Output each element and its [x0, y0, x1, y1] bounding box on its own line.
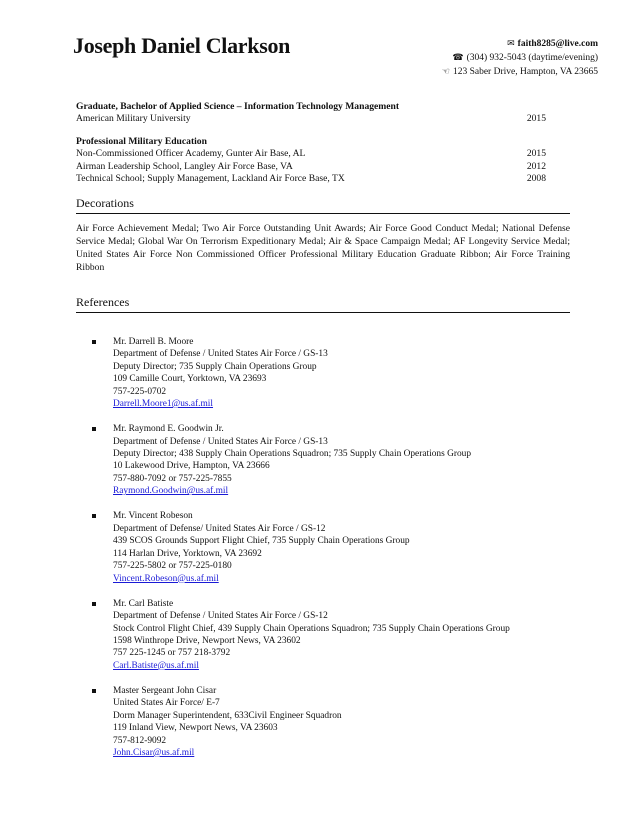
reference-role: Stock Control Flight Chief, 439 Supply Chain Operations Squadron; 735 Supply Chain Operations Group: [113, 623, 510, 634]
reference-address: 10 Lakewood Drive, Hampton, VA 23666: [113, 461, 270, 472]
reference-item: [92, 510, 572, 584]
reference-email-link[interactable]: Vincent.Robeson@us.af.mil: [113, 573, 219, 584]
reference-address: 1598 Winthrope Drive, Newport News, VA 23602: [113, 635, 301, 646]
school-year: 2015: [526, 113, 546, 125]
pme-year: 2008: [526, 173, 546, 185]
reference-email-link[interactable]: Darrell.Moore1@us.af.mil: [113, 399, 214, 410]
reference-phone: 757-225-0702: [113, 386, 167, 397]
reference-org: Department of Defense / United States Air Force / GS-13: [113, 349, 328, 360]
contact-block: [442, 37, 598, 79]
pme-row: [76, 148, 570, 160]
reference-email-link[interactable]: Carl.Batiste@us.af.mil: [113, 660, 199, 671]
reference-item: [92, 598, 572, 672]
reference-org: Department of Defense / United States Air Force / GS-13: [113, 436, 328, 447]
contact-email[interactable]: faith8285@live.com: [517, 39, 598, 49]
school-row: [76, 113, 570, 125]
pme-title: Professional Military Education: [76, 135, 207, 147]
pme-year: 2012: [526, 160, 546, 172]
references-heading: References: [76, 295, 570, 313]
references-list: [92, 336, 572, 772]
contact-phone: (304) 932-5043 (daytime/evening): [466, 53, 598, 63]
reference-email-link[interactable]: Raymond.Goodwin@us.af.mil: [113, 486, 229, 497]
pme-name: Technical School; Supply Management, Lackland Air Force Base, TX: [76, 173, 345, 185]
reference-phone: 757 225-1245 or 757 218-3792: [113, 648, 231, 659]
reference-role: Dorm Manager Superintendent, 633Civil Engineer Squadron: [113, 710, 342, 721]
bullet-icon: [92, 427, 96, 431]
reference-role: 439 SCOS Grounds Support Flight Chief, 735 Supply Chain Operations Group: [113, 536, 410, 547]
reference-name: Master Sergeant John Cisar: [113, 685, 217, 696]
pointing-hand-icon: ☜: [441, 66, 450, 76]
envelope-icon: ✉: [507, 38, 515, 48]
pme-name: Airman Leadership School, Langley Air Force Base, VA: [76, 160, 293, 172]
decorations-heading: Decorations: [76, 196, 570, 214]
reference-phone: 757-880-7092 or 757-225-7855: [113, 473, 232, 484]
bullet-icon: [92, 602, 96, 606]
reference-name: Mr. Vincent Robeson: [113, 511, 193, 522]
reference-item: [92, 336, 572, 410]
bullet-icon: [92, 340, 96, 344]
bullet-icon: [92, 514, 96, 518]
pme-row: [76, 161, 570, 173]
reference-role: Deputy Director; 438 Supply Chain Operations Squadron; 735 Supply Chain Operations Group: [113, 449, 472, 460]
reference-role: Deputy Director; 735 Supply Chain Operations Group: [113, 361, 317, 372]
education-section: [76, 101, 570, 185]
pme-row: [76, 173, 570, 185]
reference-org: United States Air Force/ E-7: [113, 698, 220, 709]
reference-email-link[interactable]: John.Cisar@us.af.mil: [113, 747, 195, 758]
decorations-text: Air Force Achievement Medal; Two Air Force Outstanding Unit Awards; Air Force Good Conduct Medal; National Defense Service Medal; Global War On Terrorism Expeditionary Medal; Air & Space Campaign Medal; AF Longevity Service Medal; United States Air Force Non Commissioned Officer Professional Military Education Graduate Ribbon; Air Force Training Ribbon: [76, 223, 570, 273]
reference-item: [92, 423, 572, 497]
phone-icon: ☎: [452, 52, 464, 62]
reference-address: 119 Inland View, Newport News, VA 23603: [113, 723, 278, 734]
reference-org: Department of Defense/ United States Air Force / GS-12: [113, 523, 326, 534]
candidate-name: Joseph Daniel Clarkson: [73, 33, 291, 58]
pme-year: 2015: [526, 148, 546, 160]
reference-address: 114 Harlan Drive, Yorktown, VA 23692: [113, 548, 262, 559]
pme-name: Non-Commissioned Officer Academy, Gunter Air Base, AL: [76, 148, 306, 160]
contact-address: 123 Saber Drive, Hampton, VA 23665: [452, 67, 598, 77]
reference-org: Department of Defense / United States Air Force / GS-12: [113, 611, 328, 622]
degree-line: Graduate, Bachelor of Applied Science – Information Technology Management: [76, 101, 400, 112]
reference-name: Mr. Darrell B. Moore: [113, 337, 194, 347]
bullet-icon: [92, 689, 96, 693]
reference-phone: 757-225-5802 or 757-225-0180: [113, 561, 232, 572]
reference-phone: 757-812-9092: [113, 735, 167, 746]
reference-item: [92, 685, 572, 759]
reference-address: 109 Camille Court, Yorktown, VA 23693: [113, 374, 267, 385]
school-name: American Military University: [76, 113, 191, 125]
reference-name: Mr. Raymond E. Goodwin Jr.: [113, 424, 224, 435]
reference-name: Mr. Carl Batiste: [113, 598, 174, 609]
